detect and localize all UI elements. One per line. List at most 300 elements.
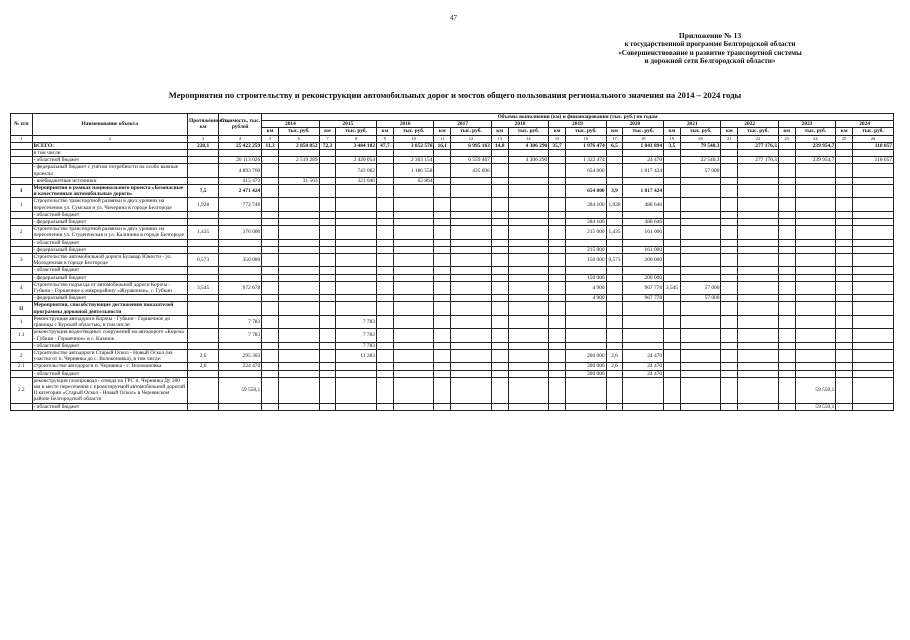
year-km-cell (778, 302, 795, 315)
year-km-cell (836, 226, 853, 239)
header-unit-rub: тыс. руб. (565, 128, 606, 135)
header-length: Протяжённость, км (188, 114, 219, 136)
year-km-cell (778, 281, 795, 294)
year-km-cell (721, 164, 738, 177)
row-number (11, 370, 33, 377)
year-rub-cell: 200 000 (623, 274, 664, 281)
year-rub-cell: 277 176,3 (738, 157, 779, 164)
year-km-cell (377, 177, 394, 184)
year-rub-cell: 62 864 (393, 177, 434, 184)
year-km-cell (664, 302, 681, 315)
year-rub-cell (508, 329, 549, 342)
year-km-cell (606, 157, 623, 164)
row-number: 1 (11, 198, 33, 211)
year-rub-cell (680, 185, 721, 198)
year-rub-cell (393, 403, 434, 410)
object-cost (219, 239, 262, 246)
column-number: 2 (32, 135, 188, 142)
year-rub-cell (738, 295, 779, 302)
year-km-cell (721, 295, 738, 302)
year-km-cell (549, 177, 566, 184)
column-number: 23 (778, 135, 795, 142)
year-km-cell (778, 198, 795, 211)
year-km-cell (319, 185, 336, 198)
year-km-cell (262, 164, 279, 177)
year-km-cell (778, 219, 795, 226)
year-rub-cell (278, 281, 319, 294)
year-rub-cell (738, 246, 779, 253)
year-rub-cell (393, 239, 434, 246)
year-km-cell (377, 363, 394, 370)
year-rub-cell (336, 281, 377, 294)
row-number (11, 164, 33, 177)
year-km-cell (262, 185, 279, 198)
appendix-line-3: «Совершенствование и развитие транспортной системы (618, 48, 802, 57)
year-km-cell (836, 164, 853, 177)
year-rub-cell (795, 254, 836, 267)
year-km-cell (778, 239, 795, 246)
column-number: 12 (451, 135, 492, 142)
year-km-cell (664, 198, 681, 211)
year-km-cell (434, 157, 451, 164)
year-rub-cell (738, 198, 779, 211)
year-rub-cell: 150 000 (565, 254, 606, 267)
year-km-cell (721, 349, 738, 362)
year-km-cell (262, 150, 279, 157)
year-km-cell (491, 274, 508, 281)
year-rub-cell: 7 783 (336, 329, 377, 342)
year-km-cell (262, 403, 279, 410)
year-rub-cell (336, 370, 377, 377)
year-rub-cell (508, 239, 549, 246)
year-rub-cell (565, 177, 606, 184)
year-rub-cell (738, 274, 779, 281)
table-row (11, 315, 894, 328)
year-rub-cell (451, 329, 492, 342)
year-rub-cell (738, 185, 779, 198)
year-km-cell (606, 211, 623, 218)
year-rub-cell (451, 295, 492, 302)
object-name: Мероприятия в рамках национального проекта «Безопасные и качественные автомобильные дороги» (32, 185, 188, 198)
row-number (11, 239, 33, 246)
year-rub-cell: 239 954,7 (795, 142, 836, 149)
year-km-cell: 2,6 (606, 363, 623, 370)
year-rub-cell (738, 164, 779, 177)
year-km-cell (491, 239, 508, 246)
year-rub-cell (336, 254, 377, 267)
year-rub-cell: 7 783 (336, 315, 377, 328)
header-unit-km: км (606, 128, 623, 135)
year-rub-cell (680, 315, 721, 328)
object-cost (219, 246, 262, 253)
year-rub-cell: 284 100 (565, 219, 606, 226)
year-km-cell (377, 164, 394, 177)
year-km-cell (664, 150, 681, 157)
column-number: 18 (623, 135, 664, 142)
year-rub-cell: 22 540,3 (680, 157, 721, 164)
year-km-cell: 1,928 (606, 198, 623, 211)
year-km-cell (434, 164, 451, 177)
year-rub-cell (278, 164, 319, 177)
column-number: 11 (434, 135, 451, 142)
year-rub-cell: 59 550,1 (795, 377, 836, 403)
year-km-cell (377, 226, 394, 239)
year-km-cell: 72,3 (319, 142, 336, 149)
object-length (188, 164, 219, 177)
year-rub-cell: 24 470 (623, 349, 664, 362)
table-row (11, 185, 894, 198)
year-km-cell (721, 157, 738, 164)
year-km-cell (778, 211, 795, 218)
year-rub-cell (795, 274, 836, 281)
object-length (188, 150, 219, 157)
year-rub-cell (853, 370, 894, 377)
year-km-cell (778, 274, 795, 281)
year-rub-cell: 161 000 (623, 246, 664, 253)
year-km-cell (262, 349, 279, 362)
object-length (188, 246, 219, 253)
year-rub-cell: 57 000 (680, 164, 721, 177)
object-name: - областной бюджет (32, 157, 188, 164)
year-rub-cell (278, 239, 319, 246)
year-rub-cell (508, 281, 549, 294)
year-rub-cell (278, 315, 319, 328)
row-number: 3 (11, 254, 33, 267)
year-rub-cell (853, 302, 894, 315)
column-number: 26 (853, 135, 894, 142)
year-rub-cell (451, 363, 492, 370)
year-km-cell (721, 246, 738, 253)
year-km-cell (434, 150, 451, 157)
year-km-cell (606, 267, 623, 274)
year-km-cell (836, 403, 853, 410)
year-rub-cell (393, 226, 434, 239)
year-rub-cell (738, 267, 779, 274)
year-rub-cell (738, 219, 779, 226)
year-km-cell (778, 267, 795, 274)
header-unit-rub: тыс. руб. (623, 128, 664, 135)
header-year: 2014 (262, 121, 319, 128)
year-km-cell (549, 239, 566, 246)
year-km-cell (549, 211, 566, 218)
year-km-cell (377, 185, 394, 198)
table-row (11, 177, 894, 184)
year-km-cell (491, 329, 508, 342)
header-no: № п/п (11, 114, 33, 136)
year-rub-cell (565, 211, 606, 218)
header-year: 2020 (606, 121, 663, 128)
year-rub-cell (738, 254, 779, 267)
year-rub-cell (508, 185, 549, 198)
document-title: Мероприятия по строительству и реконструкции автомобильных дорог и мостов общего пользования регионального значения на 2014 – 2024 годы (168, 90, 742, 100)
year-rub-cell: 24 470 (623, 370, 664, 377)
row-number (11, 177, 33, 184)
object-name: в том числе: (32, 150, 188, 157)
year-km-cell (836, 211, 853, 218)
year-rub-cell (393, 342, 434, 349)
year-rub-cell (451, 185, 492, 198)
year-rub-cell: 150 000 (565, 274, 606, 281)
year-km-cell (664, 211, 681, 218)
year-km-cell (262, 219, 279, 226)
object-length: 2,6 (188, 363, 219, 370)
year-rub-cell (738, 329, 779, 342)
year-rub-cell (393, 254, 434, 267)
year-km-cell (434, 342, 451, 349)
year-rub-cell (451, 246, 492, 253)
year-km-cell (319, 329, 336, 342)
year-km-cell (434, 219, 451, 226)
year-km-cell (664, 246, 681, 253)
year-km-cell (549, 226, 566, 239)
year-km-cell (491, 302, 508, 315)
year-km-cell (721, 267, 738, 274)
year-km-cell (606, 164, 623, 177)
object-length (188, 370, 219, 377)
year-rub-cell (336, 219, 377, 226)
row-number: 2.1 (11, 363, 33, 370)
object-cost (219, 403, 262, 410)
year-km-cell: 3,9 (606, 185, 623, 198)
year-rub-cell (738, 403, 779, 410)
column-number: 5 (262, 135, 279, 142)
year-rub-cell (738, 239, 779, 246)
year-rub-cell (278, 363, 319, 370)
year-km-cell (377, 267, 394, 274)
year-km-cell (836, 349, 853, 362)
year-km-cell (549, 403, 566, 410)
year-rub-cell (393, 281, 434, 294)
year-rub-cell (680, 226, 721, 239)
year-rub-cell: 79 540,3 (680, 142, 721, 149)
row-number: 2 (11, 226, 33, 239)
year-km-cell (434, 274, 451, 281)
year-km-cell (606, 239, 623, 246)
year-rub-cell (795, 198, 836, 211)
year-km-cell (836, 198, 853, 211)
object-name: - федеральный бюджет с учётом потребности на особо важные проекты (32, 164, 188, 177)
year-rub-cell (738, 211, 779, 218)
object-length (188, 377, 219, 403)
row-number: 4 (11, 281, 33, 294)
year-rub-cell (393, 185, 434, 198)
column-number: 16 (565, 135, 606, 142)
year-km-cell (606, 329, 623, 342)
year-rub-cell (451, 403, 492, 410)
year-km-cell (377, 150, 394, 157)
year-rub-cell: 1 322 474 (565, 157, 606, 164)
column-numbers-row (11, 135, 894, 142)
year-rub-cell (336, 239, 377, 246)
object-name: - областной бюджет (32, 342, 188, 349)
object-cost (219, 274, 262, 281)
year-rub-cell (508, 302, 549, 315)
year-km-cell (377, 211, 394, 218)
column-number: 4 (219, 135, 262, 142)
year-rub-cell (853, 274, 894, 281)
year-km-cell (491, 315, 508, 328)
year-rub-cell (623, 403, 664, 410)
year-rub-cell (680, 342, 721, 349)
year-km-cell (836, 363, 853, 370)
year-km-cell (549, 150, 566, 157)
year-rub-cell (623, 315, 664, 328)
year-rub-cell: 200 000 (623, 254, 664, 267)
year-rub-cell: 3 852 576 (393, 142, 434, 149)
year-rub-cell (508, 377, 549, 403)
year-km-cell (778, 363, 795, 370)
year-rub-cell: 24 470 (623, 157, 664, 164)
year-rub-cell (565, 377, 606, 403)
year-rub-cell: 4 306 290 (508, 157, 549, 164)
year-km-cell (377, 274, 394, 281)
year-rub-cell (565, 342, 606, 349)
year-rub-cell (680, 219, 721, 226)
year-rub-cell (278, 329, 319, 342)
year-rub-cell (853, 281, 894, 294)
year-rub-cell (795, 370, 836, 377)
object-name: - областной бюджет (32, 239, 188, 246)
year-km-cell: 16,1 (434, 142, 451, 149)
table-row (11, 295, 894, 302)
header-unit-rub: тыс. руб. (795, 128, 836, 135)
year-rub-cell (738, 177, 779, 184)
year-km-cell (491, 185, 508, 198)
header-year: 2015 (319, 121, 376, 128)
year-km-cell (319, 157, 336, 164)
year-km-cell (778, 342, 795, 349)
year-km-cell: 6,5 (606, 142, 623, 149)
year-km-cell (319, 295, 336, 302)
object-cost (219, 267, 262, 274)
year-rub-cell (393, 377, 434, 403)
year-rub-cell (738, 150, 779, 157)
object-cost: 4 893 760 (219, 164, 262, 177)
object-cost: 59 550,1 (219, 377, 262, 403)
year-rub-cell (451, 370, 492, 377)
year-rub-cell (508, 254, 549, 267)
year-km-cell (836, 150, 853, 157)
year-rub-cell (853, 342, 894, 349)
year-km-cell (491, 363, 508, 370)
year-km-cell (491, 150, 508, 157)
year-rub-cell: 118 057 (853, 157, 894, 164)
row-number: 2 (11, 349, 33, 362)
year-km-cell (664, 226, 681, 239)
year-km-cell (377, 377, 394, 403)
header-name: Наименование объекта (32, 114, 188, 136)
object-length: 3,545 (188, 281, 219, 294)
year-rub-cell (738, 363, 779, 370)
year-km-cell (664, 295, 681, 302)
year-rub-cell (278, 226, 319, 239)
year-rub-cell (393, 295, 434, 302)
header-unit-km: км (778, 128, 795, 135)
year-rub-cell (623, 377, 664, 403)
year-km-cell (836, 274, 853, 281)
year-km-cell: 0,573 (606, 254, 623, 267)
object-length (188, 211, 219, 218)
year-km-cell: 11,3 (262, 142, 279, 149)
year-km-cell (262, 295, 279, 302)
year-km-cell (319, 150, 336, 157)
year-rub-cell: 6 995 163 (451, 142, 492, 149)
appendix-header (590, 32, 830, 65)
year-rub-cell: 967 778 (623, 281, 664, 294)
year-km-cell (778, 157, 795, 164)
year-km-cell: 14,8 (491, 142, 508, 149)
year-rub-cell (451, 177, 492, 184)
year-rub-cell (278, 198, 319, 211)
year-km-cell (319, 226, 336, 239)
year-rub-cell (795, 267, 836, 274)
year-km-cell (491, 211, 508, 218)
year-km-cell (491, 226, 508, 239)
header-unit-km: км (549, 128, 566, 135)
year-rub-cell (451, 349, 492, 362)
year-rub-cell (565, 239, 606, 246)
year-km-cell (836, 377, 853, 403)
year-rub-cell: 31 563 (278, 177, 319, 184)
table-row (11, 211, 894, 218)
year-km-cell (549, 302, 566, 315)
year-rub-cell (278, 150, 319, 157)
year-rub-cell (393, 370, 434, 377)
object-cost (219, 370, 262, 377)
year-km-cell (664, 219, 681, 226)
year-km-cell (491, 377, 508, 403)
object-length (188, 157, 219, 164)
table-row (11, 198, 894, 211)
year-km-cell (377, 254, 394, 267)
year-rub-cell (336, 150, 377, 157)
header-year: 2019 (549, 121, 606, 128)
year-km-cell (721, 254, 738, 267)
object-length: 7,5 (188, 185, 219, 198)
year-km-cell (434, 315, 451, 328)
year-km-cell (778, 226, 795, 239)
year-km-cell (549, 164, 566, 177)
year-km-cell (434, 254, 451, 267)
year-km-cell (434, 246, 451, 253)
year-km-cell (721, 142, 738, 149)
year-rub-cell (680, 239, 721, 246)
year-km-cell (606, 302, 623, 315)
column-number: 7 (319, 135, 336, 142)
object-cost (219, 150, 262, 157)
year-rub-cell (853, 349, 894, 362)
year-rub-cell (795, 295, 836, 302)
object-cost: 7 783 (219, 329, 262, 342)
year-km-cell (778, 164, 795, 177)
year-km-cell (778, 349, 795, 362)
table-row (11, 281, 894, 294)
row-number (11, 267, 33, 274)
year-rub-cell: 4 306 290 (508, 142, 549, 149)
header-unit-km: км (262, 128, 279, 135)
year-rub-cell (738, 302, 779, 315)
year-rub-cell (795, 246, 836, 253)
year-rub-cell (795, 349, 836, 362)
year-km-cell (606, 370, 623, 377)
table-row (11, 349, 894, 362)
year-rub-cell (393, 219, 434, 226)
year-rub-cell (795, 315, 836, 328)
year-km-cell (319, 315, 336, 328)
year-km-cell (778, 315, 795, 328)
year-km-cell (721, 281, 738, 294)
header-unit-rub: тыс. руб. (508, 128, 549, 135)
